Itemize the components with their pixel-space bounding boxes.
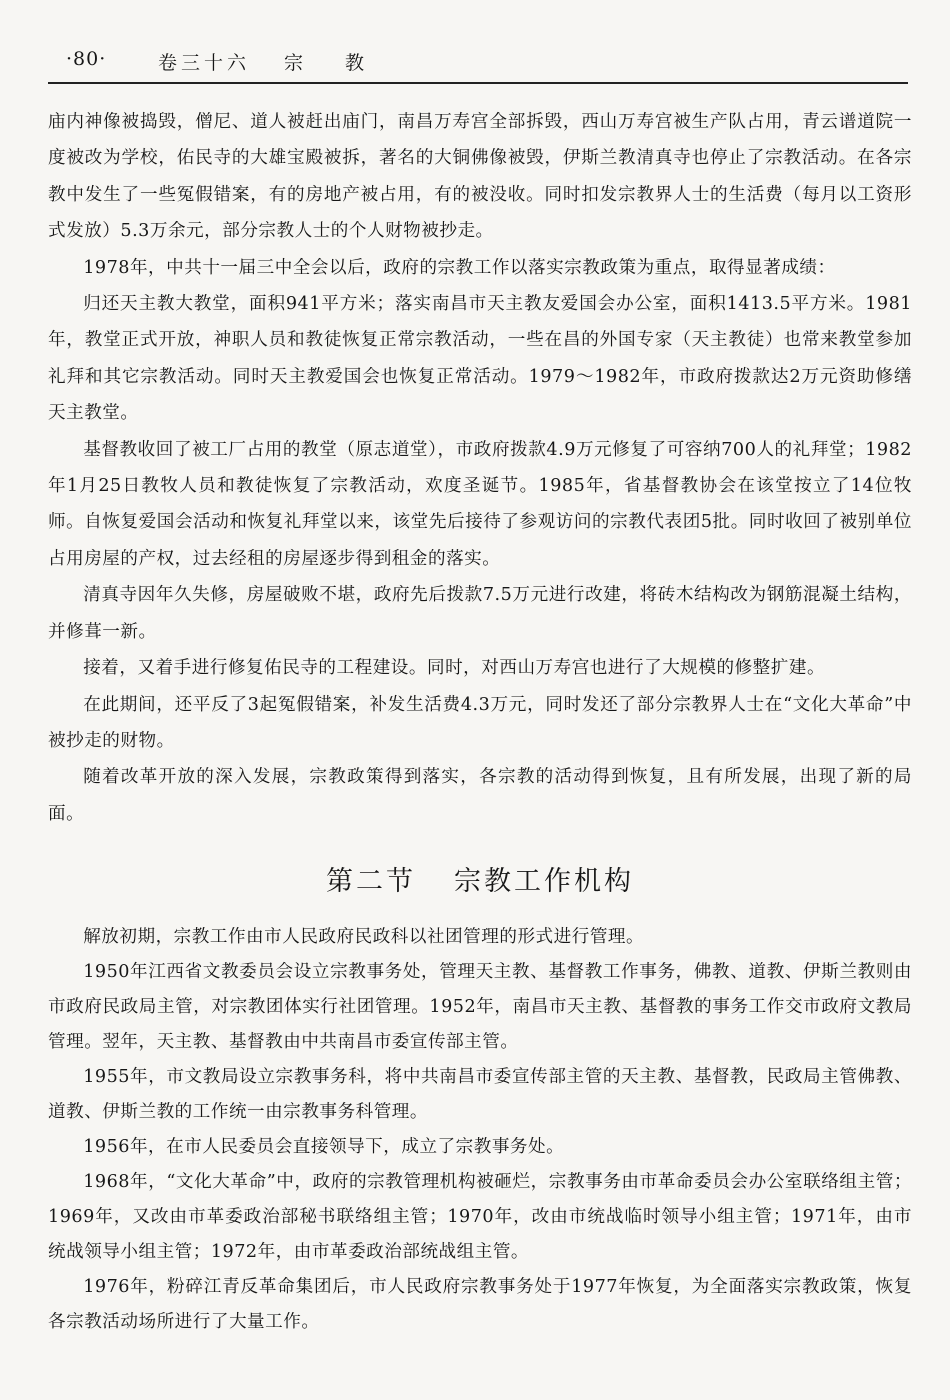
paragraph: 1956年，在市人民委员会直接领导下，成立了宗教事务处。 [83, 1137, 565, 1158]
paragraph: 随着改革开放的深入发展，宗教政策得到落实，各宗教的活动得到恢复，且有所发展，出现了新的局面。 [48, 767, 912, 824]
section-number: 第二节 [326, 866, 416, 898]
paragraph: 1955年，市文教局设立宗教事务科，将中共南昌市委宣传部主管的天主教、基督教，民政局主管佛教、道教、伊斯兰教的工作统一由宗教事务科管理。 [48, 1067, 912, 1123]
paragraph: 1978年，中共十一届三中全会以后，政府的宗教工作以落实宗教政策为重点，取得显著成绩： [83, 257, 836, 278]
paragraph: 解放初期，宗教工作由市人民政府民政科以社团管理的形式进行管理。 [83, 927, 645, 948]
paragraph: 1976年，粉碎江青反革命集团后，市人民政府宗教事务处于1977年恢复，为全面落实宗教政策，恢复各宗教活动场所进行了大量工作。 [48, 1277, 912, 1333]
page-body [48, 104, 912, 1340]
paragraph: 1968年，“文化大革命”中，政府的宗教管理机构被砸烂，宗教事务由市革命委员会办公室联络组主管；1969年，又改由市革委政治部秘书联络组主管；1970年，改由市统战临时领导小组主管；1971年，由市统战领导小组主管；1972年，由市革委政治部统战组主管。 [48, 1172, 912, 1263]
paragraph: 归还天主教大教堂，面积941平方米；落实南昌市天主教友爱国会办公室，面积1413.5平方米。1981年，教堂正式开放，神职人员和教徒恢复正常宗教活动，一些在昌的外国专家（天主教徒）也常来教堂参加礼拜和其它宗教活动。同时天主教爱国会也恢复正常活动。1979～1982年，市政府拨款达2万元资助修缮天主教堂。 [48, 294, 912, 424]
paragraph: 在此期间，还平反了3起冤假错案，补发生活费4.3万元，同时发还了部分宗教界人士在“文化大革命”中被抄走的财物。 [48, 694, 912, 751]
subject-label: 宗教 [284, 52, 407, 74]
paragraph: 1950年江西省文教委员会设立宗教事务处，管理天主教、基督教工作事务，佛教、道教、伊斯兰教则由市政府民政局主管，对宗教团体实行社团管理。1952年，南昌市天主教、基督教的事务工作交市政府文教局管理。翌年，天主教、基督教由中共南昌市委宣传部主管。 [48, 962, 912, 1053]
section-heading [48, 862, 912, 902]
paragraph: 庙内神像被捣毁，僧尼、道人被赶出庙门，南昌万寿宫全部拆毁，西山万寿宫被生产队占用，青云谱道院一度被改为学校，佑民寺的大雄宝殿被拆，著名的大铜佛像被毁，伊斯兰教清真寺也停止了宗教活动。在各宗教中发生了一些冤假错案，有的房地产被占用，有的被没收。同时扣发宗教界人士的生活费（每月以工资形式发放）5.3万余元，部分宗教人士的个人财物被抄走。 [48, 112, 912, 242]
volume-label: 卷三十六 [158, 52, 251, 74]
paragraph: 基督教收回了被工厂占用的教堂（原志道堂），市政府拨款4.9万元修复了可容纳700人的礼拜堂；1982年1月25日教牧人员和教徒恢复了宗教活动，欢度圣诞节。1985年，省基督教协会在该堂按立了14位牧师。自恢复爱国会活动和恢复礼拜堂以来，该堂先后接待了参观访问的宗教代表团5批。同时收回了被别单位占用房屋的产权，过去经租的房屋逐步得到租金的落实。 [48, 439, 912, 569]
section-body [48, 920, 912, 1340]
paragraph: 清真寺因年久失修，房屋破败不堪，政府先后拨款7.5万元进行改建，将砖木结构改为钢筋混凝土结构，并修葺一新。 [48, 585, 912, 642]
section-title: 宗教工作机构 [454, 866, 634, 898]
header-rule [48, 82, 908, 84]
paragraph: 接着，又着手进行修复佑民寺的工程建设。同时，对西山万寿宫也进行了大规模的修整扩建。 [83, 658, 826, 679]
running-header [66, 48, 906, 76]
page-number: ·80· [66, 48, 107, 70]
